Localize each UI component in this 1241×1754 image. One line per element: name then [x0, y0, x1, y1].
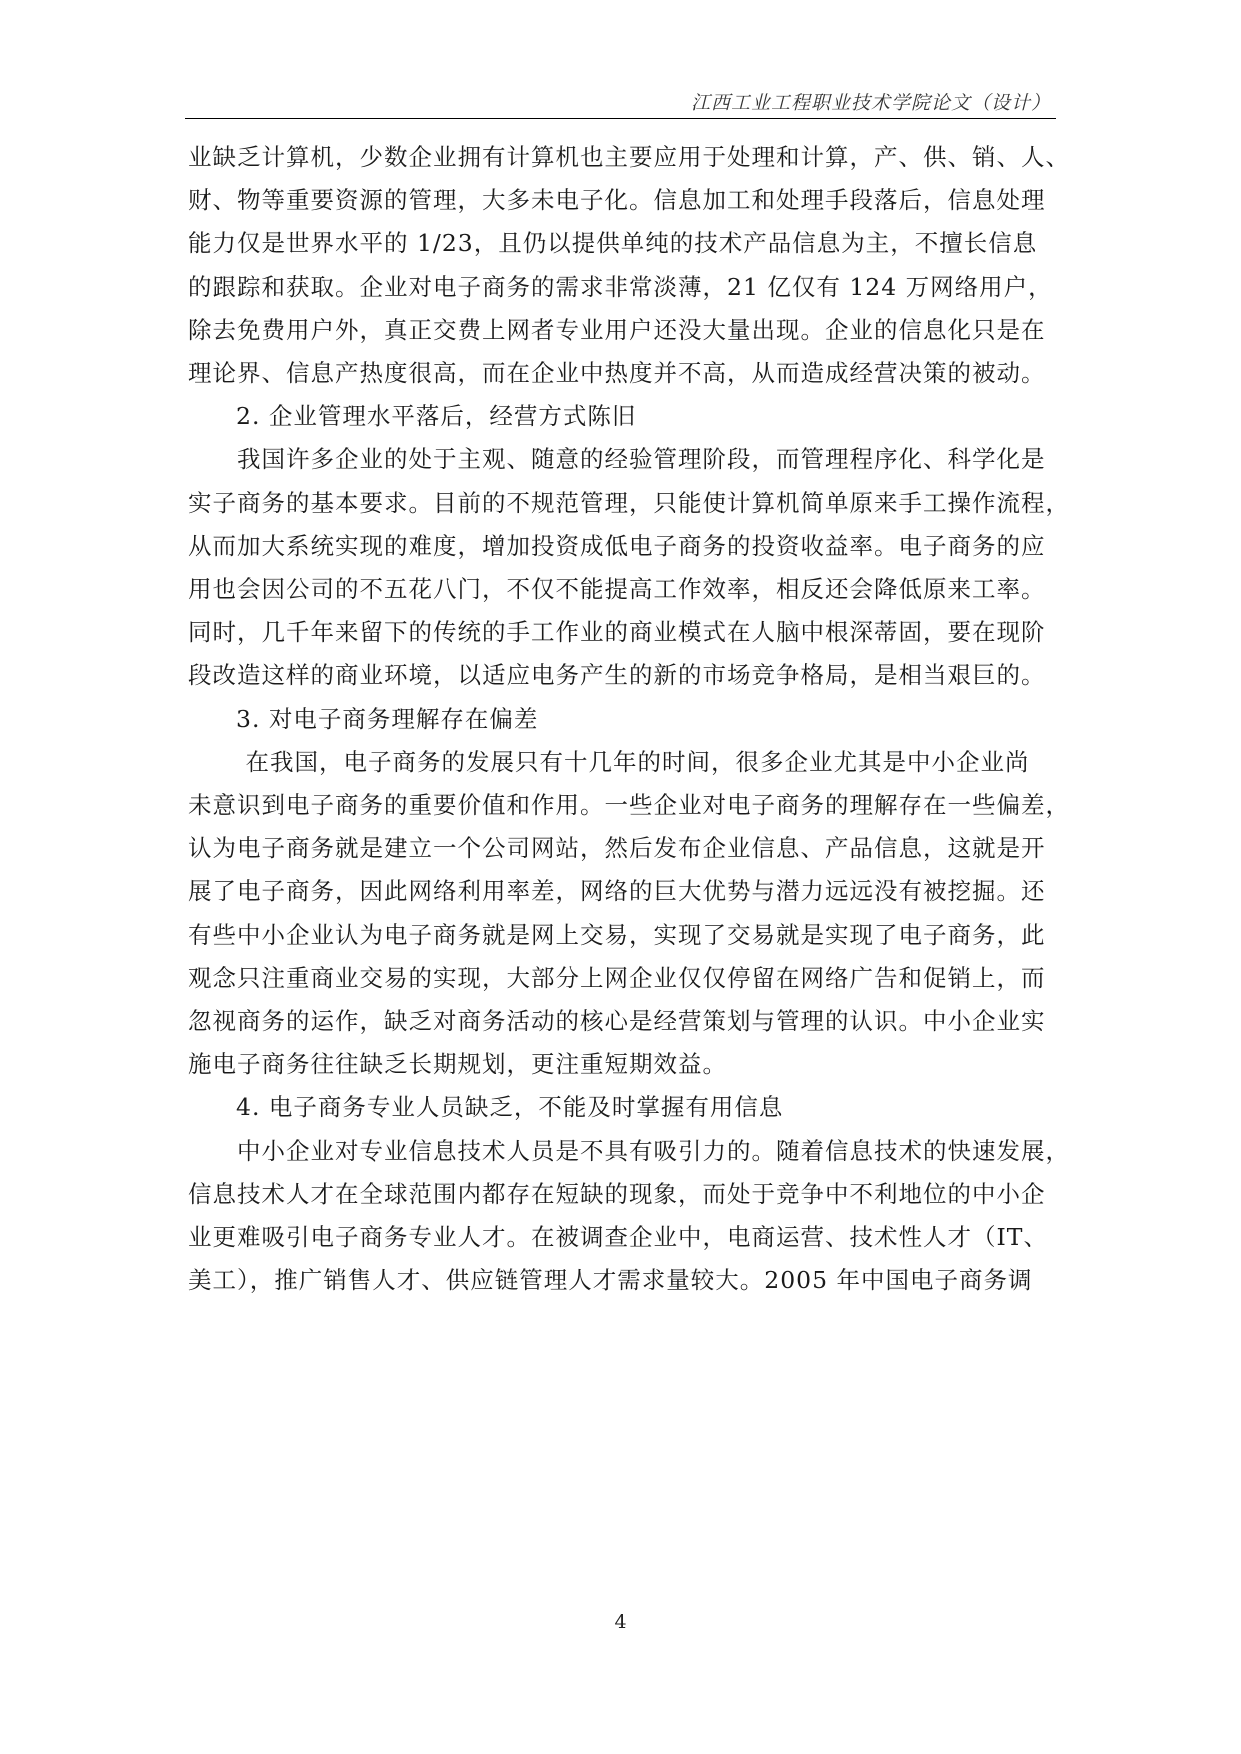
text-line: 中小企业对专业信息技术人员是不具有吸引力的。随着信息技术的快速发展，: [188, 1136, 1070, 1165]
text-line: 从而加大系统实现的难度，增加投资成低电子商务的投资收益率。电子商务的应: [188, 531, 1046, 560]
text-line: 同时，几千年来留下的传统的手工作业的商业模式在人脑中根深蒂固，要在现阶: [188, 618, 1046, 647]
text-line: 实子商务的基本要求。目前的不规范管理，只能使计算机简单原来手工操作流程，: [188, 488, 1070, 517]
text-line: 施电子商务往往缺乏长期规划，更注重短期效益。: [188, 1050, 727, 1079]
text-line: 财、物等重要资源的管理，大多未电子化。信息加工和处理手段落后，信息处理: [188, 186, 1046, 215]
body-text: [188, 136, 1070, 1302]
text-line: 未意识到电子商务的重要价值和作用。一些企业对电子商务的理解存在一些偏差，: [188, 791, 1070, 820]
page-number: 4: [614, 1611, 627, 1633]
text-line: 段改造这样的商业环境，以适应电务产生的新的市场竞争格局，是相当艰巨的。: [188, 661, 1046, 690]
running-header: 江西工业工程职业技术学院论文（设计）: [690, 92, 1051, 114]
text-line: 除去免费用户外，真正交费上网者专业用户还没大量出现。企业的信息化只是在: [188, 315, 1046, 344]
section-heading: 4. 电子商务专业人员缺乏，不能及时掌握有用信息: [236, 1093, 784, 1122]
text-line: 业更难吸引电子商务专业人才。在被调查企业中，电商运营、技术性人才（IT、: [188, 1223, 1048, 1252]
text-line: 能力仅是世界水平的 1/23，且仍以提供单纯的技术产品信息为主，不擅长信息: [188, 229, 1038, 258]
text-line: 信息技术人才在全球范围内都存在短缺的现象，而处于竞争中不利地位的中小企: [188, 1179, 1046, 1208]
text-line: 我国许多企业的处于主观、随意的经验管理阶段，而管理程序化、科学化是: [188, 445, 1046, 474]
text-line: 用也会因公司的不五花八门，不仅不能提高工作效率，相反还会降低原来工率。: [188, 575, 1046, 604]
text-line: 理论界、信息产热度很高，而在企业中热度并不高，从而造成经营决策的被动。: [188, 359, 1046, 388]
text-line: 忽视商务的运作，缺乏对商务活动的核心是经营策划与管理的认识。中小企业实: [188, 1007, 1046, 1036]
text-line: 观念只注重商业交易的实现，大部分上网企业仅仅停留在网络广告和促销上，而: [188, 963, 1046, 992]
text-line: 业缺乏计算机，少数企业拥有计算机也主要应用于处理和计算，产、供、销、人、: [188, 143, 1070, 171]
text-line: 展了电子商务，因此网络利用率差，网络的巨大优势与潜力远远没有被挖掘。还: [188, 877, 1046, 906]
text-line: 美工），推广销售人才、供应链管理人才需求量较大。2005 年中国电子商务调: [188, 1266, 1033, 1295]
section-heading: 2. 企业管理水平落后，经营方式陈旧: [236, 402, 637, 431]
header-rule: [185, 118, 1056, 119]
text-line: 在我国，电子商务的发展只有十几年的时间，很多企业尤其是中小企业尚: [188, 747, 1030, 776]
section-heading: 3. 对电子商务理解存在偏差: [236, 704, 539, 733]
text-line: 认为电子商务就是建立一个公司网站，然后发布企业信息、产品信息，这就是开: [188, 834, 1046, 863]
text-line: 有些中小企业认为电子商务就是网上交易，实现了交易就是实现了电子商务，此: [188, 920, 1046, 949]
text-line: 的跟踪和获取。企业对电子商务的需求非常淡薄，21 亿仅有 124 万网络用户，: [188, 272, 1053, 301]
